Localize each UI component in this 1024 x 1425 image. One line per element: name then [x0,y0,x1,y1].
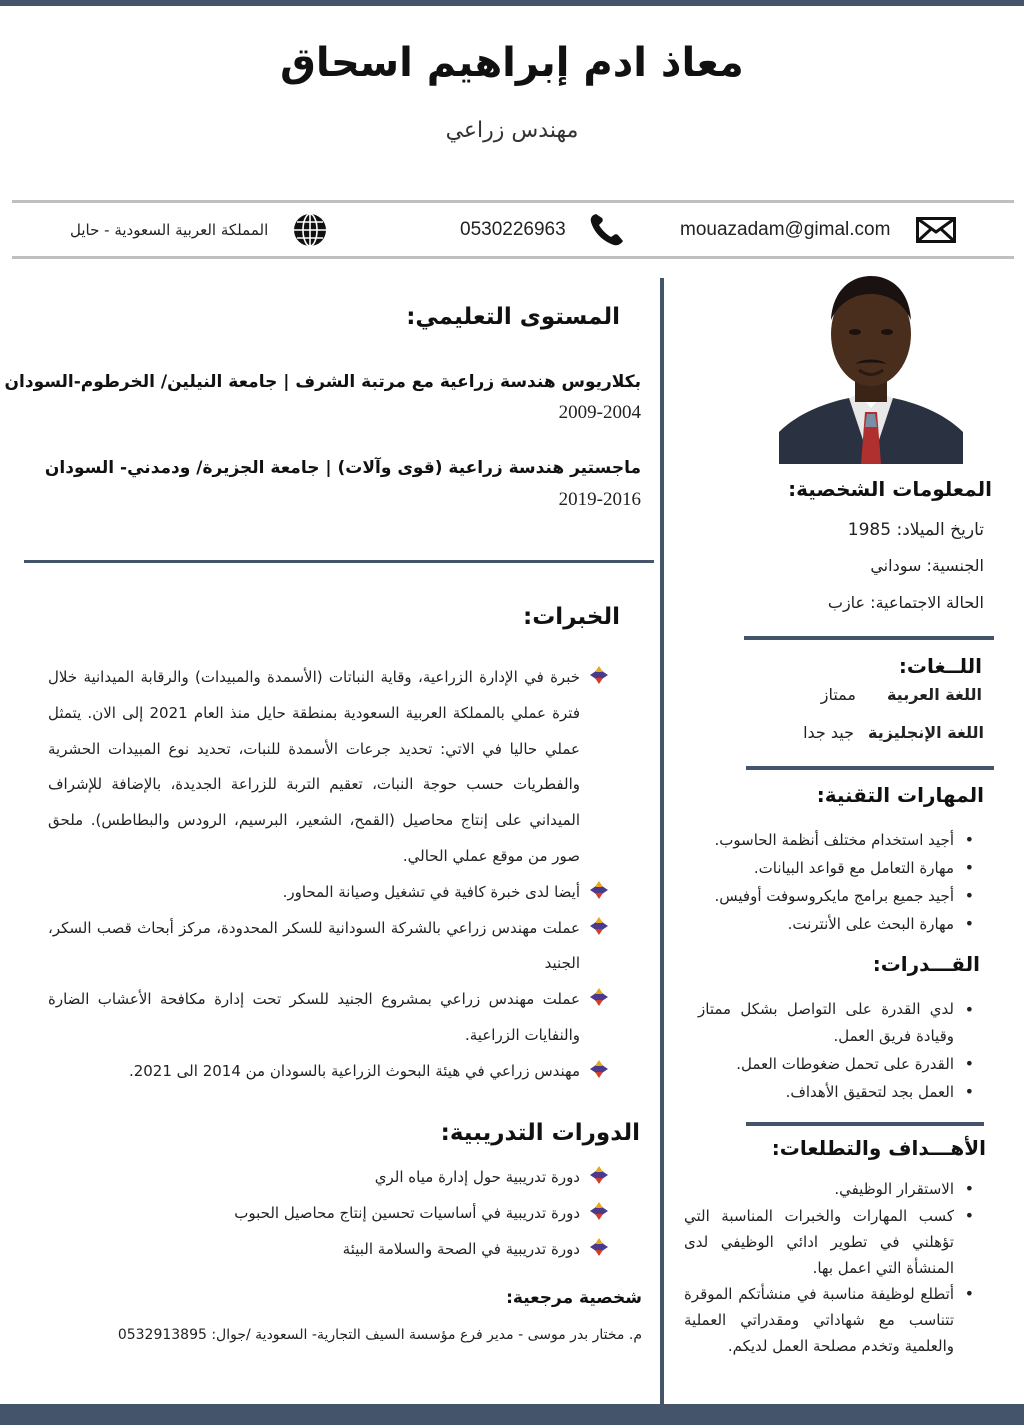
degree-years: 2019-2016 [558,489,641,510]
four-way-arrow-icon [590,1238,608,1256]
four-way-arrow-icon [590,1166,608,1184]
location-text: المملكة العربية السعودية - حايل [70,221,269,239]
list-item: • لدي القدرة على التواصل بشكل ممتاز وقيادة فريق العمل. [698,996,980,1050]
personal-info-heading: المعلومات الشخصية: [788,477,992,501]
email-contact[interactable] [680,212,956,248]
languages-heading: اللــغات: [898,654,982,678]
experience-list [48,660,580,1090]
candidate-name: معاذ ادم إبراهيم اسحاق [280,40,744,86]
envelope-icon [916,217,956,243]
list-item [48,982,580,1054]
language-level: جيد جدا [803,723,854,742]
phone-contact[interactable] [460,212,626,248]
languages-divider [744,636,994,640]
tech-skills-list [680,826,980,938]
education-divider [24,560,654,563]
list-item [48,875,580,911]
birth-date: تاريخ الميلاد: 1985 [847,520,984,540]
list-item: • مهارة التعامل مع قواعد البيانات. [680,854,980,882]
four-way-arrow-icon [590,1060,608,1078]
degree-years: 2009-2004 [558,402,641,423]
training-text: دورة تدريبية حول إدارة مياه الري [374,1168,580,1186]
list-item: • أجيد استخدام مختلف أنظمة الحاسوب. [680,826,980,854]
top-accent-bar [0,0,1024,6]
training-heading: الدورات التدريبية: [440,1120,640,1146]
list-item [180,1160,580,1196]
header-divider-top [12,200,1014,203]
list-item [48,1054,580,1090]
goals-divider [746,1122,984,1126]
experience-text: مهندس زراعي في هيئة البحوث الزراعية بالسودان من 2014 الى 2021. [128,1061,580,1080]
four-way-arrow-icon [590,1202,608,1220]
job-title: مهندس زراعي [445,118,579,143]
education-heading: المستوى التعليمي: [406,304,620,330]
goals-heading: الأهـــداف والتطلعات: [771,1136,986,1160]
tech-skills-divider [746,766,994,770]
reference-text: م. مختار بدر موسى - مدير فرع مؤسسة السيف التجارية- السعودية /جوال: 0532913895 [117,1327,642,1343]
column-divider [660,278,664,1408]
abilities-heading: القـــدرات: [872,952,980,976]
bottom-accent-bar [0,1404,1024,1425]
language-name: اللغة العربية [886,685,982,704]
four-way-arrow-icon [590,917,608,935]
language-level: ممتاز [820,685,856,704]
phone-icon [588,212,626,248]
experience-text: عملت مهندس زراعي بالشركة السودانية للسكر المحدودة، مركز أبحاث قصب السكر، الجنيد [48,918,580,973]
list-item: • أجيد جميع برامج مايكروسوفت أوفيس. [680,882,980,910]
four-way-arrow-icon [590,881,608,899]
globe-icon [292,212,328,248]
four-way-arrow-icon [590,988,608,1006]
list-item [180,1232,580,1268]
abilities-list [690,996,980,1106]
list-item [48,660,580,875]
list-item: • مهارة البحث على الأنترنت. [680,910,980,938]
list-item: • أتطلع لوظيفة مناسبة في منشأتكم الموقرة تتناسب مع شهاداتي ومقدراتي العملية والعلمية وتخدم مصلحة العمل لديكم. [684,1281,980,1359]
reference-heading: شخصية مرجعية: [506,1288,642,1308]
marital-status: الحالة الاجتماعية: عازب [827,593,984,612]
nationality: الجنسية: سوداني [870,556,984,575]
list-item [48,911,580,983]
email-text[interactable]: mouazadam@gimal.com [680,219,891,240]
language-name: اللغة الإنجليزية [868,723,984,742]
tech-skills-heading: المهارات التقنية: [816,783,984,807]
experience-text: عملت مهندس زراعي بمشروع الجنيد للسكر تحت إدارة مكافحة الأعشاب الضارة والنفايات الزراعية. [48,990,580,1044]
list-item: • القدرة على تحمل ضغوطات العمل. [690,1050,980,1078]
training-text: دورة تدريبية في الصحة والسلامة البيئة [342,1239,580,1258]
list-item: • كسب المهارات والخبرات المناسبة التي تؤهلني في تطوير ادائي الوظيفي لدى المنشأة التي اعمل بها. [684,1203,980,1281]
goals-list [680,1175,980,1359]
list-item: • العمل بجد لتحقيق الأهداف. [690,1078,980,1106]
experience-heading: الخبرات: [523,604,620,630]
degree-title: بكلاريوس هندسة زراعية مع مرتبة الشرف | جامعة النيلين/ الخرطوم-السودان [4,372,641,392]
list-item: • الاستقرار الوظيفي. [680,1175,980,1203]
header-divider-bottom [12,256,1014,259]
experience-text: خبرة في الإدارة الزراعية، وقاية النباتات (الأسمدة والمبيدات) والرقابة الميدانية خلال فترة عملي بالمملكة العربية السعودية بمنطقة حايل منذ العام 2021 إلى الان. يتمثل عملي حاليا في الاتي: تحديد جرعات الأسمدة للنبات، تحديد نوع المبيدات الحشرية والفطريات حسب حوجة النبات، تعقيم التربة للزراعة الجديدة، بالإضافة للإشراف الميداني على إنتاج محاصيل (القمح، الشعير، البرسيم، الرودس والبطاطس). ملحق صور من موقع عملي الحالي. [48,668,581,865]
training-text: دورة تدريبية في أساسيات تحسين إنتاج محاصيل الحبوب [234,1203,580,1222]
four-way-arrow-icon [590,666,608,684]
location-contact [70,212,328,248]
list-item [180,1196,580,1232]
training-list [180,1160,580,1267]
degree-title: ماجستير هندسة زراعية (قوى وآلات) | جامعة الجزيرة/ ودمدني- السودان [44,458,641,478]
experience-text: أيضا لدى خبرة كافية في تشغيل وصيانة المحاور. [282,882,580,901]
phone-text[interactable]: 0530226963 [460,219,566,240]
profile-photo [779,262,963,464]
